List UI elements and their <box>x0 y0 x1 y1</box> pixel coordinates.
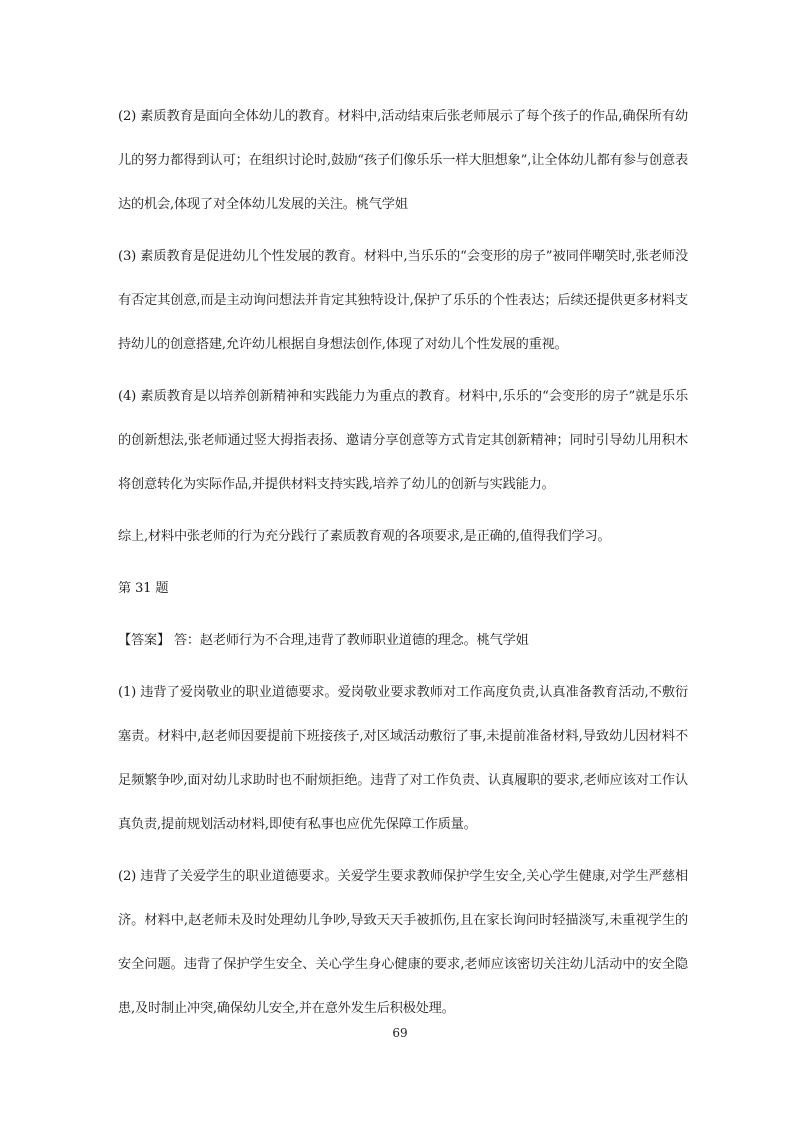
page-number: 69 <box>392 1026 408 1040</box>
question-heading: 第 31 题 <box>118 581 169 596</box>
paragraph-point-3: (3) 素质教育是促进幼儿个性发展的教育。材料中,当乐乐的“会变形的房子”被同伴嘲笑时,张老师没有否定其创意,而是主动询问想法并肯定其独特设计,保护了乐乐的个性表达；后续还提供更多材料支持幼儿的创意搭建,允许幼儿根据自身想法创作,体现了对幼儿个性发展的重视。 <box>118 249 688 352</box>
paragraph-point-2: (2) 素质教育是面向全体幼儿的教育。材料中,活动结束后张老师展示了每个孩子的作品,确保所有幼儿的努力都得到认可；在组织讨论时,鼓励“孩子们像乐乐一样大胆想象”,让全体幼儿都有参与创意表达的机会,体现了对全体幼儿发展的关注。桃气学姐 <box>118 109 688 212</box>
answer-point-1: (1) 违背了爱岗敬业的职业道德要求。爱岗敬业要求教师对工作高度负责,认真准备教育活动,不敷衍塞责。材料中,赵老师因要提前下班接孩子,对区域活动敷衍了事,未提前准备材料,导致幼儿因材料不足频繁争吵,面对幼儿求助时也不耐烦拒绝。违背了对工作负责、认真履职的要求,老师应该对工作认真负责,提前规划活动材料,即使有私事也应优先保障工作质量。 <box>118 685 688 832</box>
answer-point-2: (2) 违背了关爱学生的职业道德要求。关爱学生要求教师保护学生安全,关心学生健康,对学生严慈相济。材料中,赵老师未及时处理幼儿争吵,导致天天手被抓伤,且在家长询问时轻描淡写,未重视学生的安全问题。违背了保护学生安全、关心学生身心健康的要求,老师应该密切关注幼儿活动中的安全隐患,及时制止冲突,确保幼儿安全,并在意外发生后积极处理。 <box>118 869 688 1016</box>
answer-statement: 【答案】 答：赵老师行为不合理,违背了教师职业道德的理念。桃气学姐 <box>118 633 529 648</box>
paragraph-point-4: (4) 素质教育是以培养创新精神和实践能力为重点的教育。材料中,乐乐的“会变形的房子”就是乐乐的创新想法,张老师通过竖大拇指表扬、邀请分享创意等方式肯定其创新精神；同时引导幼儿用积木将创意转化为实际作品,并提供材料支持实践,培养了幼儿的创新与实践能力。 <box>118 389 688 492</box>
paragraph-summary: 综上,材料中张老师的行为充分践行了素质教育观的各项要求,是正确的,值得我们学习。 <box>118 529 611 544</box>
document-body <box>118 95 688 1039</box>
